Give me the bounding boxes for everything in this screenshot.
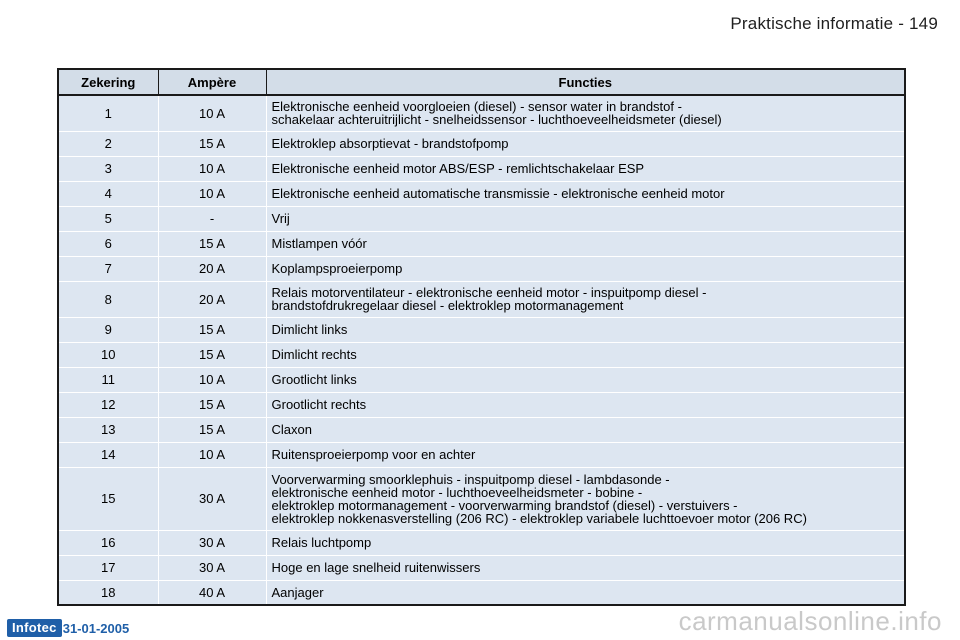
function-line: Aanjager: [271, 584, 324, 600]
function-cell: [266, 95, 905, 131]
table-row: [58, 342, 905, 367]
ampere-cell: 15 A: [158, 131, 266, 156]
infotec-logo: Infotec: [7, 619, 62, 637]
table-row: [58, 580, 905, 605]
ampere-cell: 10 A: [158, 442, 266, 467]
fuse-table: [57, 68, 906, 606]
function-cell: [266, 392, 905, 417]
function-cell: [266, 417, 905, 442]
function-cell: [266, 467, 905, 530]
table-row: [58, 181, 905, 206]
table-row: [58, 392, 905, 417]
function-line: Dimlicht links: [271, 322, 348, 337]
function-cell: [266, 281, 905, 317]
page-header-title: Praktische informatie - 149: [730, 14, 938, 33]
table-row: [58, 417, 905, 442]
function-cell: [266, 231, 905, 256]
ampere-cell: 20 A: [158, 256, 266, 281]
fuse-number-cell: 3: [58, 156, 158, 181]
function-cell: [266, 367, 905, 392]
fuse-number-cell: 7: [58, 256, 158, 281]
fuse-number-cell: 12: [58, 392, 158, 417]
table-row: [58, 317, 905, 342]
fuse-number-cell: 14: [58, 442, 158, 467]
ampere-cell: 15 A: [158, 417, 266, 442]
column-header-fuse: Zekering: [58, 69, 158, 95]
function-line: Koplampsproeierpomp: [271, 261, 403, 276]
function-line: Voorverwarming smoorklephuis - inspuitpomp diesel - lambdasonde -: [271, 471, 670, 487]
table-row: [58, 467, 905, 530]
table-row: [58, 442, 905, 467]
ampere-cell: 10 A: [158, 156, 266, 181]
function-line: Relais motorventilateur - elektronische eenheid motor - inspuitpomp diesel -: [271, 285, 707, 300]
function-cell: [266, 580, 905, 605]
ampere-cell: 15 A: [158, 342, 266, 367]
function-line: Ruitensproeierpomp voor en achter: [271, 447, 476, 462]
function-line: elektroklep motormanagement - voorverwarming brandstof (diesel) - verstuivers -: [271, 497, 738, 513]
function-line: Elektronische eenheid voorgloeien (diesel) - sensor water in brandstof -: [271, 99, 682, 115]
ampere-cell: 30 A: [158, 555, 266, 580]
table-row: [58, 206, 905, 231]
ampere-cell: 10 A: [158, 95, 266, 131]
function-line: Elektronische eenheid motor ABS/ESP - remlichtschakelaar ESP: [271, 161, 645, 176]
column-header-functions: Functies: [266, 69, 905, 95]
footer-date: 31-01-2005: [62, 620, 130, 636]
fuse-number-cell: 15: [58, 467, 158, 530]
ampere-cell: 10 A: [158, 367, 266, 392]
ampere-cell: 40 A: [158, 580, 266, 605]
function-line: Elektronische eenheid automatische transmissie - elektronische eenheid motor: [271, 186, 725, 201]
function-line: Elektroklep absorptievat - brandstofpomp: [271, 136, 509, 151]
table-row: [58, 555, 905, 580]
function-cell: [266, 555, 905, 580]
fuse-number-cell: 16: [58, 530, 158, 555]
function-line: Grootlicht rechts: [271, 397, 367, 412]
table-header-row: [58, 69, 905, 95]
ampere-cell: 15 A: [158, 231, 266, 256]
ampere-cell: 30 A: [158, 467, 266, 530]
table-row: [58, 530, 905, 555]
footer-branding: [7, 619, 129, 637]
fuse-number-cell: 8: [58, 281, 158, 317]
table-row: [58, 95, 905, 131]
ampere-cell: 20 A: [158, 281, 266, 317]
ampere-cell: 15 A: [158, 392, 266, 417]
function-line: Hoge en lage snelheid ruitenwissers: [271, 560, 481, 575]
function-line: Claxon: [271, 422, 312, 437]
function-cell: [266, 317, 905, 342]
ampere-cell: -: [158, 206, 266, 231]
function-line: Relais luchtpomp: [271, 535, 372, 550]
function-line: Dimlicht rechts: [271, 347, 357, 362]
column-header-ampere: Ampère: [158, 69, 266, 95]
fuse-table-body: [58, 95, 905, 605]
fuse-number-cell: 6: [58, 231, 158, 256]
fuse-number-cell: 5: [58, 206, 158, 231]
ampere-cell: 10 A: [158, 181, 266, 206]
function-cell: [266, 181, 905, 206]
table-row: [58, 231, 905, 256]
table-row: [58, 156, 905, 181]
function-line: elektroklep nokkenasverstelling (206 RC) - elektroklep variabele luchttoevoer motor (206 RC): [271, 510, 807, 526]
fuse-number-cell: 10: [58, 342, 158, 367]
fuse-number-cell: 2: [58, 131, 158, 156]
function-cell: [266, 342, 905, 367]
table-row: [58, 281, 905, 317]
function-line: Grootlicht links: [271, 372, 357, 387]
fuse-number-cell: 17: [58, 555, 158, 580]
function-cell: [266, 131, 905, 156]
fuse-number-cell: 13: [58, 417, 158, 442]
fuse-number-cell: 11: [58, 367, 158, 392]
fuse-number-cell: 18: [58, 580, 158, 605]
table-row: [58, 131, 905, 156]
fuse-number-cell: 9: [58, 317, 158, 342]
watermark: carmanualsonline.info: [678, 606, 942, 636]
fuse-number-cell: 4: [58, 181, 158, 206]
function-line: Mistlampen vóór: [271, 236, 367, 251]
function-line: elektronische eenheid motor - luchthoeveelheidsmeter - bobine -: [271, 484, 643, 500]
table-row: [58, 367, 905, 392]
function-cell: [266, 442, 905, 467]
function-cell: [266, 206, 905, 231]
function-cell: [266, 156, 905, 181]
table-row: [58, 256, 905, 281]
ampere-cell: 15 A: [158, 317, 266, 342]
function-line: brandstofdrukregelaar diesel - elektroklep motormanagement: [271, 298, 624, 313]
function-cell: [266, 530, 905, 555]
fuse-number-cell: 1: [58, 95, 158, 131]
ampere-cell: 30 A: [158, 530, 266, 555]
function-line: schakelaar achteruitrijlicht - snelheidssensor - luchthoeveelheidsmeter (diesel): [271, 112, 722, 128]
function-cell: [266, 256, 905, 281]
function-line: Vrij: [271, 211, 290, 226]
